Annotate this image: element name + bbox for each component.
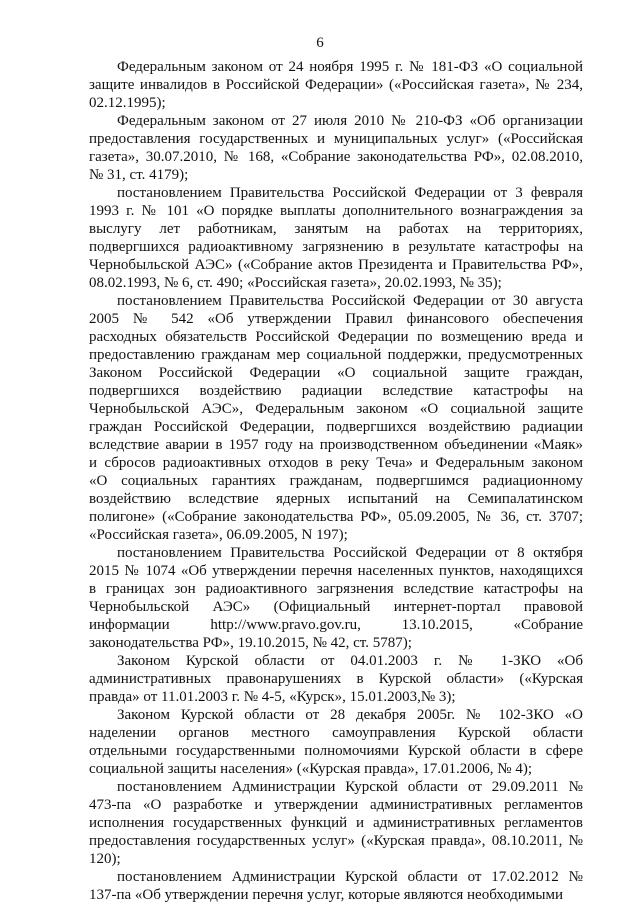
paragraph — [89, 544, 583, 652]
text-line: 137-па «Об утверждении перечня услуг, которые являются необходимыми — [89, 887, 564, 903]
text-line: вследствие аварии в 1957 году на производственном объединении «Маяк» — [89, 437, 583, 453]
text-line: подвергшихся радиоактивному загрязнению в результате катастрофы на — [89, 239, 583, 255]
text-line: Чернобыльской АЭС», Федеральным законом «О социальной защите — [89, 401, 583, 417]
text-line: и сбросов радиоактивных отходов в реку Теча» и Федеральным законом — [89, 455, 583, 471]
text-line: воздействию вследствие ядерных испытаний на Семипалатинском — [89, 491, 583, 507]
text-line: информации http://www.pravo.gov.ru, 13.10.2015, «Собрание — [89, 617, 583, 633]
text-line: административных правонарушениях в Курской области» («Курская — [89, 671, 583, 687]
paragraph — [89, 778, 583, 868]
text-line: Законом Курской области от 28 декабря 2005г. № 102-ЗКО «О — [117, 707, 583, 723]
text-line: законодательства РФ», 19.10.2015, № 42, ст. 5787); — [89, 635, 412, 651]
text-line: 2015 № 1074 «Об утверждении перечня населенных пунктов, находящихся — [89, 563, 583, 579]
text-line: Чернобыльской АЭС» (Официальный интернет-портал правовой — [89, 599, 583, 615]
text-line: газета», 30.07.2010, № 168, «Собрание законодательства РФ», 02.08.2010, — [89, 149, 583, 165]
text-line: правда» от 11.01.2003 г. № 4-5, «Курск», 15.01.2003,№ 3); — [89, 689, 456, 705]
text-line: № 31, ст. 4179); — [89, 167, 189, 183]
text-line: постановлением Правительства Российской Федерации от 30 августа — [117, 293, 583, 309]
paragraph — [89, 652, 583, 706]
text-line: 2005 № 542 «Об утверждении Правил финансового обеспечения — [89, 311, 583, 327]
text-line: Чернобыльской АЭС» («Собрание актов Президента и Правительства РФ», — [89, 257, 583, 273]
document-body — [89, 58, 583, 904]
text-line: расходных обязательств Российской Федерации по возмещению вреда и — [89, 329, 583, 345]
text-line: Законом Российской Федерации «О социальной защите граждан, — [89, 365, 583, 381]
paragraph — [89, 292, 583, 544]
text-line: «Российская газета», 06.09.2005, N 197); — [89, 527, 348, 543]
text-line: постановлением Правительства Российской Федерации от 3 февраля — [117, 185, 583, 201]
text-line: предоставлению гражданам мер социальной поддержки, предусмотренных — [89, 347, 583, 363]
text-line: защите инвалидов в Российской Федерации» («Российская газета», № 234, — [89, 77, 583, 93]
text-line: постановлением Администрации Курской области от 17.02.2012 № — [117, 869, 583, 885]
text-line: 1993 г. № 101 «О порядке выплаты дополнительного вознаграждения за — [89, 203, 583, 219]
text-line: социальной защиты населения» («Курская правда», 17.01.2006, № 4); — [89, 761, 533, 777]
text-line: «О социальных гарантиях гражданам, подвергшимся радиационному — [89, 473, 583, 489]
text-line: предоставления государственных и муниципальных услуг» («Российская — [89, 131, 583, 147]
text-line: подвергшихся воздействию радиации вследствие катастрофы на — [89, 383, 583, 399]
text-line: 08.02.1993, № 6, ст. 490; «Российская газета», 20.02.1993, № 35); — [89, 275, 502, 291]
paragraph — [89, 58, 583, 112]
text-line: 02.12.1995); — [89, 95, 166, 111]
text-line: отдельными государственными полномочиями Курской области в сфере — [89, 743, 583, 759]
text-line: предоставления государственных услуг» («Курская правда», 08.10.2011, № — [89, 833, 583, 849]
paragraph — [89, 868, 583, 904]
text-line: Федеральным законом от 24 ноября 1995 г. № 181-ФЗ «О социальной — [117, 59, 583, 75]
paragraph — [89, 112, 583, 184]
text-line: граждан Российской Федерации, подвергшихся воздействию радиации — [89, 419, 583, 435]
page-number: 6 — [316, 35, 324, 51]
text-line: постановлением Администрации Курской области от 29.09.2011 № — [117, 779, 583, 795]
text-line: в границах зон радиоактивного загрязнения вследствие катастрофы на — [89, 581, 583, 597]
text-line: полигоне» («Собрание законодательства РФ», 05.09.2005, № 36, ст. 3707; — [89, 509, 583, 525]
text-line: наделении органов местного самоуправления Курской области — [89, 725, 583, 741]
text-line: исполнения государственных функций и административных регламентов — [89, 815, 583, 831]
text-line: выслугу лет работникам, занятым на работах на территориях, — [89, 221, 583, 237]
text-line: Законом Курской области от 04.01.2003 г. № 1-ЗКО «Об — [117, 653, 583, 669]
text-line: Федеральным законом от 27 июля 2010 № 210-ФЗ «Об организации — [117, 113, 583, 129]
text-line: 473-па «О разработке и утверждении административных регламентов — [89, 797, 583, 813]
text-line: постановлением Правительства Российской Федерации от 8 октября — [117, 545, 583, 561]
text-line: 120); — [89, 851, 121, 867]
paragraph — [89, 706, 583, 778]
paragraph — [89, 184, 583, 292]
